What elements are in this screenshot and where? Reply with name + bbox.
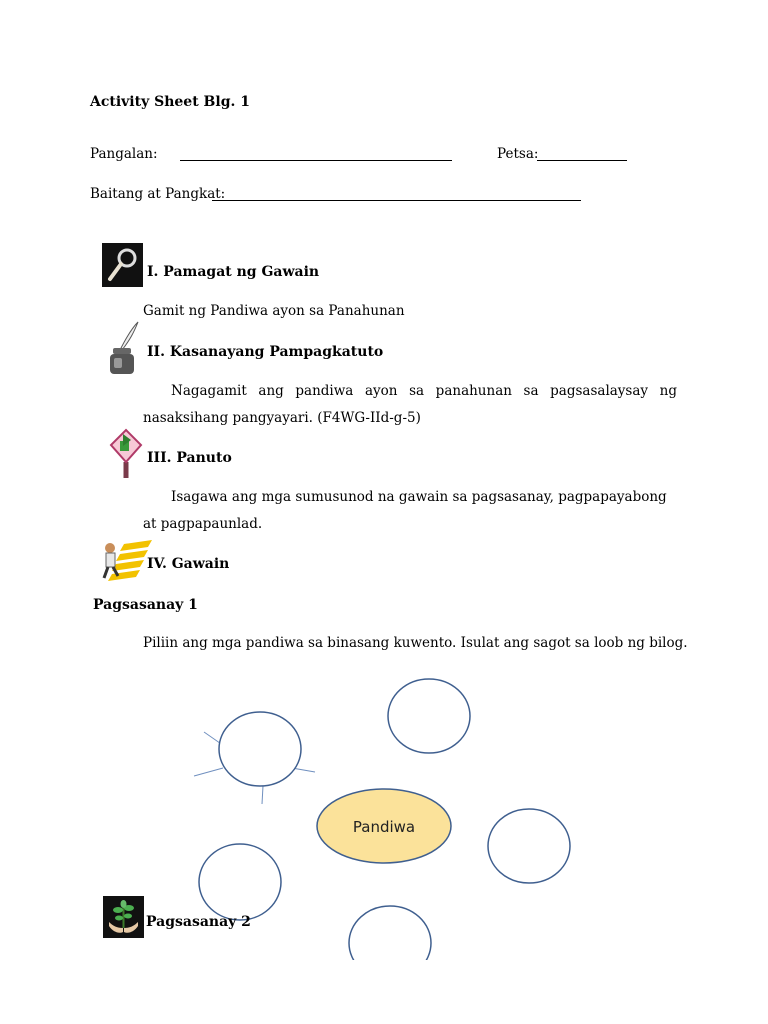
plant-hands-icon	[103, 896, 144, 938]
date-label: Petsa:	[497, 146, 539, 162]
section1-text: Gamit ng Pandiwa ayon sa Panahunan	[143, 303, 405, 319]
section2-text: Nagagamit ang pandiwa ayon sa panahunan sa pagsasalaysay ng nasaksihang pangyayari. (F4WG-IId-g-5)	[143, 383, 677, 426]
center-bubble-label: Pandiwa	[352, 818, 416, 836]
date-field[interactable]	[537, 146, 627, 161]
answer-bubble-1[interactable]	[219, 712, 301, 786]
grade-section-field[interactable]	[212, 186, 581, 201]
exercise1-instruction: Piliin ang mga pandiwa sa binasang kuwento. Isulat ang sagot sa loob ng bilog.	[143, 635, 688, 651]
signpost-icon	[109, 428, 143, 480]
answer-bubble-5[interactable]	[349, 906, 431, 960]
page-title: Activity Sheet Blg. 1	[90, 94, 250, 110]
section3-text: Isagawa ang mga sumusunod na gawain sa pagsasanay, pagpapayabong at pagpapaunlad.	[143, 489, 667, 532]
section3-heading: III. Panuto	[147, 450, 232, 466]
section1-heading: I. Pamagat ng Gawain	[147, 264, 320, 280]
name-field[interactable]	[180, 146, 452, 161]
answer-bubble-4[interactable]	[199, 844, 281, 920]
exercise1-heading: Pagsasanay 1	[93, 597, 198, 613]
answer-bubble-2[interactable]	[388, 679, 470, 753]
name-label: Pangalan:	[90, 146, 158, 162]
inkwell-quill-icon	[106, 320, 140, 378]
exercise2-heading: Pagsasanay 2	[146, 914, 251, 930]
section4-heading: IV. Gawain	[147, 556, 230, 572]
climbing-stairs-icon	[98, 538, 154, 582]
answer-bubble-3[interactable]	[488, 809, 570, 883]
section2-heading: II. Kasanayang Pampagkatuto	[147, 344, 384, 360]
magnifier-icon	[102, 243, 143, 287]
grade-label: Baitang at Pangkat:	[90, 186, 226, 202]
